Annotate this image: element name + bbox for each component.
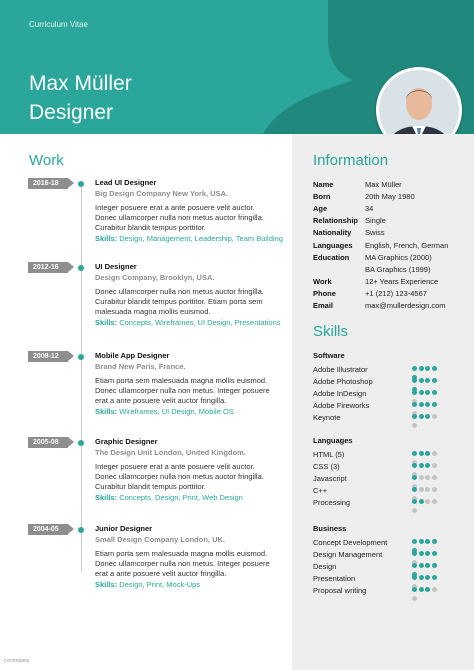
skill-name: Proposal writing [313,585,367,595]
skill-level-dot [425,366,430,371]
job-description-line: Curabitur blandit tempus porttitor. [95,482,206,492]
skill-name: Processing [313,497,351,507]
timeline-dot [78,181,84,187]
skill-level-dot [412,563,417,568]
skill-level-dot [425,587,430,592]
job-description-line: Donec ullamcorper nulla non metus auctor fringilla. [95,287,264,296]
skill-level-dot [412,508,417,513]
job-title: UI Designer [95,262,137,271]
skill-name: Javascript [313,473,347,483]
skill-level-dot [432,499,437,504]
skill-level-dot [419,487,424,492]
information-section-title: Information [313,152,389,169]
skill-level-dot [432,551,437,556]
skill-level-dot [425,499,430,504]
skill-level-dot [419,402,424,407]
job-date-tag: 2008-12 [28,351,68,362]
skill-level-dot [425,390,430,395]
info-value: BA Graphics (1999) [365,264,431,274]
skill-name: Presentation [313,573,356,583]
info-label: Nationality [313,228,352,238]
job-skills-value: Design, Print, Mock-Ups [119,579,201,589]
skill-level-dot [432,563,437,568]
job-description-line: Donec ullamcorper nulla non metus auctor fringilla. [95,213,264,223]
job-skills-value: Concepts, Wireframes, UI Design, Presentations [119,317,281,327]
work-section-title: Work [29,152,64,169]
job-company: Small Design Company London, UK. [95,535,226,544]
timeline-dot [78,354,84,360]
info-value: Swiss [365,228,385,238]
skill-level-dot [412,587,417,592]
job-skills-label: Skills: [95,233,118,243]
skill-name: CSS (3) [313,461,340,471]
skill-level-dot [419,563,424,568]
job-title: Lead UI Designer [95,178,157,187]
info-label: Education [313,252,350,262]
skill-name: Keynote [313,412,341,422]
job-description [95,376,287,417]
info-value: English, French, German [365,240,449,250]
info-value: Single [365,216,386,226]
skill-level-dot [412,596,417,601]
skill-name: C++ [313,485,328,495]
skill-level-dot [412,378,417,383]
job-description-line: Etiam porta sem malesuada magna mollis euismod. [95,549,268,558]
job-description-line: Donec ullamcorper nulla non metus. Integer posuere [95,386,270,396]
skill-level-dot [412,575,417,580]
skill-name: Adobe Illustrator [313,364,368,374]
job-date-tag: 2012-16 [28,262,68,273]
info-label: Age [313,204,328,214]
job-skills-value: Design, Management, Leadership, Team Building [119,233,283,243]
skill-level-dot [432,463,437,468]
skill-level-dot [412,487,417,492]
info-value: Max Müller [365,180,402,189]
job-date-tag: 2016-18 [28,178,68,189]
skill-level-dot [432,378,437,383]
job-description-line: Curabitur blandit tempus porttitor. [95,223,206,233]
skill-name: Design [313,561,337,571]
cv-label: Curriculum Vitae [29,20,88,29]
job-description [95,203,287,244]
skill-level-dot [419,587,424,592]
skill-name: HTML (5) [313,449,345,459]
skill-level-dot [412,423,417,428]
skill-level-dot [419,499,424,504]
job-company: Design Company, Brooklyn, USA. [95,273,215,282]
skill-level-dot [412,402,417,407]
job-skills [95,318,287,328]
skill-level-dot [412,390,417,395]
job-skills-label: Skills: [95,317,118,327]
skill-level-dot [425,551,430,556]
job-description-line: Donec ullamcorper nulla non metus auctor fringilla. [95,472,264,482]
job-skills [95,580,287,590]
info-value: 34 [365,204,374,214]
job-skills-label: Skills: [95,492,118,502]
job-company: Brand New Paris, France. [95,362,186,371]
skill-level-dot [419,463,424,468]
footer-logo: cvcompany [4,658,30,664]
skill-rating [412,414,443,432]
skill-level-dot [419,551,424,556]
info-label: Relationship [313,216,359,226]
job-description-line: Curabitur blandit tempus porttitor. Etiam porta sem [95,297,263,307]
job-description-line: Etiam porta sem malesuada magna mollis euismod. [95,376,268,385]
skill-name: Design Management [313,549,383,559]
info-value: max@mullerdesign.com [365,301,446,310]
info-label: Languages [313,240,353,250]
job-company: Big Design Company New York, USA. [95,189,229,198]
job-skills-label: Skills: [95,406,118,416]
skill-level-dot [412,414,417,419]
info-label: Name [313,180,334,189]
skill-name: Concept Development [313,537,388,547]
job-description-line: Donec ullamcorper nulla non metus. Integer posuere [95,559,270,569]
skill-level-dot [425,487,430,492]
skill-level-dot [419,451,424,456]
info-value: 20th May 1980 [365,192,415,202]
job-skills-label: Skills: [95,579,118,589]
job-description-line: malesuada magna mollis euismod. [95,307,211,317]
skill-level-dot [425,463,430,468]
skill-level-dot [419,475,424,480]
person-name: Max Müller [29,72,132,95]
skill-level-dot [425,575,430,580]
skill-name: Adobe Photoshop [313,376,373,386]
skill-level-dot [412,463,417,468]
skills-section-title: Skills [313,323,349,340]
skill-level-dot [432,539,437,544]
skill-level-dot [425,414,430,419]
skill-level-dot [425,378,430,383]
skill-level-dot [412,366,417,371]
skill-level-dot [419,378,424,383]
info-value: 12+ Years Experience [365,276,439,286]
skill-name: Adobe InDesign [313,388,367,398]
job-date-tag: 2004-05 [28,524,68,535]
info-label: Born [313,192,331,202]
job-description-line: Integer posuere erat a ante posuere velit auctor. [95,462,255,471]
job-skills [95,493,287,503]
skill-level-dot [412,475,417,480]
skill-level-dot [412,451,417,456]
skill-level-dot [412,539,417,544]
skill-level-dot [425,402,430,407]
job-description [95,287,287,328]
timeline-dot [78,527,84,533]
job-description-line: Integer posuere erat a ante posuere velit auctor. [95,203,255,212]
timeline-line [81,183,82,571]
skill-level-dot [432,366,437,371]
skill-level-dot [432,402,437,407]
skill-level-dot [432,414,437,419]
job-description [95,462,287,503]
job-date-tag: 2005-08 [28,437,68,448]
timeline-dot [78,265,84,271]
skill-level-dot [419,366,424,371]
skill-group-title: Languages [313,436,353,445]
skill-level-dot [419,575,424,580]
skill-level-dot [412,551,417,556]
skill-level-dot [419,414,424,419]
skill-level-dot [432,390,437,395]
timeline-dot [78,440,84,446]
info-label: Phone [313,288,336,298]
skill-level-dot [425,475,430,480]
info-value: +1 (212) 123-4567 [365,288,427,298]
skill-level-dot [432,451,437,456]
skill-level-dot [412,499,417,504]
skill-level-dot [432,487,437,492]
job-company: The Design Unit London, United Kingdom. [95,448,246,457]
job-skills [95,234,287,244]
skill-group-title: Business [313,524,347,533]
info-value: MA Graphics (2000) [365,252,432,262]
skill-level-dot [419,390,424,395]
skill-level-dot [432,587,437,592]
skill-rating [412,499,443,517]
skill-name: Adobe Fireworks [313,400,370,410]
job-description [95,549,287,590]
job-skills [95,407,287,417]
info-label: Email [313,301,334,310]
skill-level-dot [432,575,437,580]
job-title: Mobile App Designer [95,351,170,360]
info-label: Work [313,276,332,286]
job-title: Junior Designer [95,524,153,533]
job-skills-value: Concepts, Design, Print, Web Design [119,492,243,502]
skill-level-dot [425,451,430,456]
person-role: Designer [29,101,114,124]
skill-level-dot [425,563,430,568]
skill-level-dot [425,539,430,544]
job-skills-value: Wireframes, UI Design, Mobile OS [119,406,234,416]
job-description-line: erat a ante posuere velit auctor fringilla. [95,569,227,579]
skill-level-dot [432,475,437,480]
job-description-line: erat a ante posuere velit auctor fringilla. [95,396,227,406]
skill-rating [412,587,443,605]
skill-level-dot [419,539,424,544]
job-title: Graphic Designer [95,437,158,446]
skill-group-title: Software [313,351,345,360]
